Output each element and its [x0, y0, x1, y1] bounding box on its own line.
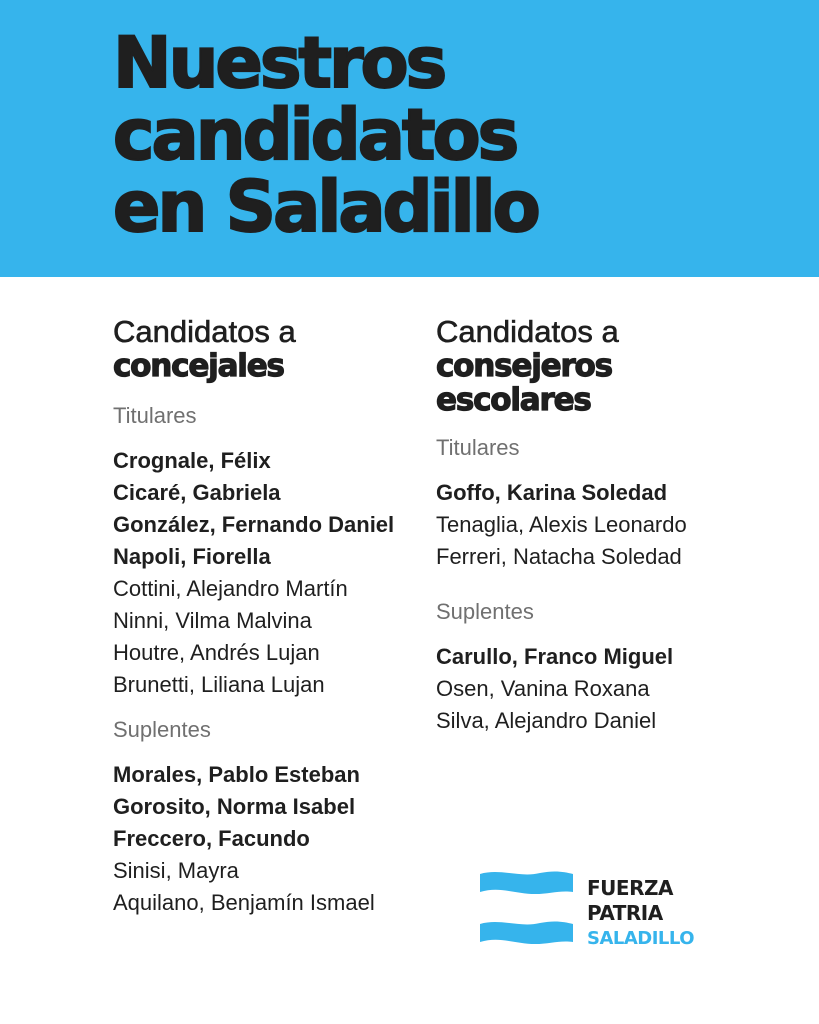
list-item: Crognale, Félix	[113, 448, 271, 473]
flag-icon	[480, 870, 573, 946]
page-title	[113, 22, 538, 248]
consejeros-suplentes-label: Suplentes	[436, 599, 534, 624]
concejales-heading-bold: concejales	[113, 348, 284, 384]
fuerza-patria-logo	[480, 870, 720, 950]
list-item: González, Fernando Daniel	[113, 512, 395, 537]
logo-line-3: SALADILLO	[587, 928, 695, 949]
list-item: Freccero, Facundo	[113, 826, 310, 851]
consejeros-titulares-label: Titulares	[436, 435, 520, 460]
consejeros-column	[436, 315, 746, 737]
concejales-suplentes-label: Suplentes	[113, 717, 211, 742]
concejales-titulares-list	[113, 445, 413, 701]
list-item: Carullo, Franco Miguel	[436, 644, 674, 669]
title-line-2: candidatos	[113, 94, 517, 176]
list-item: Sinisi, Mayra	[113, 858, 239, 883]
list-item: Tenaglia, Alexis Leonardo	[436, 512, 687, 537]
list-item: Napoli, Fiorella	[113, 544, 271, 569]
list-item: Osen, Vanina Roxana	[436, 676, 650, 701]
title-line-1: Nuestros	[113, 22, 445, 104]
concejales-heading-light: Candidatos a	[113, 314, 296, 349]
list-item: Morales, Pablo Esteban	[113, 762, 360, 787]
title-line-3: en Saladillo	[113, 166, 538, 248]
list-item: Gorosito, Norma Isabel	[113, 794, 356, 819]
consejeros-heading-light: Candidatos a	[436, 314, 619, 349]
list-item: Aquilano, Benjamín Ismael	[113, 890, 375, 915]
consejeros-heading-bold-2: escolares	[436, 382, 591, 418]
concejales-column	[113, 315, 413, 919]
concejales-titulares-label: Titulares	[113, 403, 197, 428]
list-item: Silva, Alejandro Daniel	[436, 708, 657, 733]
consejeros-suplentes-list	[436, 641, 746, 737]
logo-line-2: PATRIA	[587, 901, 663, 925]
concejales-suplentes-list	[113, 759, 413, 919]
list-item: Goffo, Karina Soledad	[436, 480, 668, 505]
consejeros-heading-bold-1: consejeros	[436, 348, 612, 384]
list-item: Ferreri, Natacha Soledad	[436, 544, 682, 569]
list-item: Houtre, Andrés Lujan	[113, 640, 320, 665]
logo-text	[587, 876, 694, 951]
list-item: Cicaré, Gabriela	[113, 480, 281, 505]
list-item: Ninni, Vilma Malvina	[113, 608, 312, 633]
list-item: Cottini, Alejandro Martín	[113, 576, 348, 601]
consejeros-titulares-list	[436, 477, 746, 573]
logo-line-1: FUERZA	[587, 876, 673, 900]
list-item: Brunetti, Liliana Lujan	[113, 672, 325, 697]
header-banner	[0, 0, 819, 277]
